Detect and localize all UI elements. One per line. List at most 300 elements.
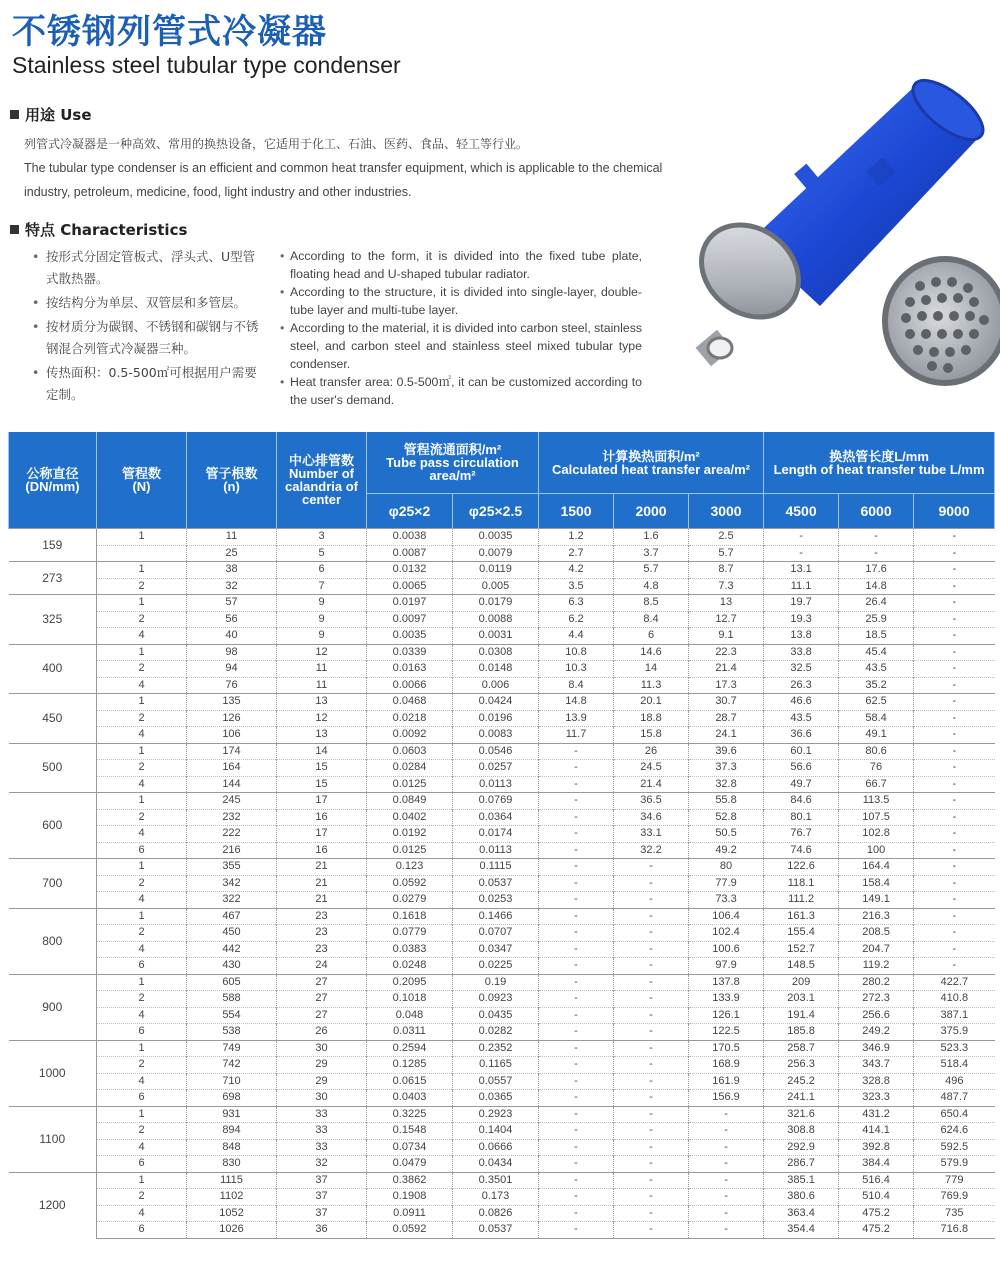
list-item: • According to the form, it is divided into the fixed tube plate, floating head and U-shaped tubular radiator. (280, 247, 642, 283)
table-cell: 17.6 (839, 562, 914, 579)
table-cell: - (539, 908, 614, 925)
table-cell: 21 (277, 859, 367, 876)
table-cell: 516.4 (839, 1172, 914, 1189)
header-n (97, 432, 187, 529)
table-cell: 80 (689, 859, 764, 876)
table-cell: - (914, 743, 995, 760)
table-cell: - (539, 1007, 614, 1024)
table-cell: 4 (97, 1139, 187, 1156)
table-cell: 0.0434 (453, 1156, 539, 1173)
table-cell: 0.0035 (453, 529, 539, 546)
table-cell: - (914, 562, 995, 579)
table-cell: 538 (187, 1024, 277, 1041)
table-cell: 5.7 (614, 562, 689, 579)
table-cell: 0.3862 (367, 1172, 453, 1189)
table-cell: 0.048 (367, 1007, 453, 1024)
table-row (9, 1057, 995, 1074)
table-cell: 148.5 (764, 958, 839, 975)
table-cell: 4 (97, 727, 187, 744)
table-row (9, 974, 995, 991)
table-cell: 39.6 (689, 743, 764, 760)
table-cell: 80.6 (839, 743, 914, 760)
table-row (9, 793, 995, 810)
table-cell: 5.7 (689, 545, 764, 562)
characteristics-heading (10, 219, 187, 240)
table-cell: 50.5 (689, 826, 764, 843)
dn-cell: 1100 (9, 1106, 97, 1172)
table-cell: - (539, 1156, 614, 1173)
table-cell: 0.0163 (367, 661, 453, 678)
table-row (9, 727, 995, 744)
table-cell: - (689, 1222, 764, 1239)
list-item: • 传热面积：0.5-500㎡可根据用户需要定制。 (28, 362, 266, 406)
header-tubes (187, 432, 277, 529)
table-cell: 848 (187, 1139, 277, 1156)
table-cell: 931 (187, 1106, 277, 1123)
table-cell: 149.1 (839, 892, 914, 909)
table-cell: 2 (97, 710, 187, 727)
header-dn (9, 432, 97, 529)
table-cell: 0.0734 (367, 1139, 453, 1156)
table-cell: 17 (277, 793, 367, 810)
table-cell: - (914, 661, 995, 678)
table-cell: 8.4 (539, 677, 614, 694)
list-item: • 按材质分为碳钢、不锈钢和碳钢与不锈钢混合列管式冷凝器三种。 (28, 316, 266, 360)
table-cell: 380.6 (764, 1189, 839, 1206)
table-cell: 52.8 (689, 809, 764, 826)
table-cell: 16 (277, 809, 367, 826)
table-row (9, 743, 995, 760)
table-cell: 716.8 (914, 1222, 995, 1239)
table-cell: 742 (187, 1057, 277, 1074)
table-cell: 137.8 (689, 974, 764, 991)
table-cell: 523.3 (914, 1040, 995, 1057)
table-cell: - (614, 974, 689, 991)
table-cell: 14 (614, 661, 689, 678)
table-cell: 73.3 (689, 892, 764, 909)
table-cell: 21 (277, 892, 367, 909)
table-cell: 29 (277, 1057, 367, 1074)
table-row (9, 941, 995, 958)
table-row (9, 1040, 995, 1057)
table-cell: - (614, 1172, 689, 1189)
table-cell: 272.3 (839, 991, 914, 1008)
table-cell: 510.4 (839, 1189, 914, 1206)
table-cell: 0.1548 (367, 1123, 453, 1140)
table-cell: 4 (97, 892, 187, 909)
table-cell: - (914, 892, 995, 909)
table-cell: 0.1404 (453, 1123, 539, 1140)
table-cell: 0.0192 (367, 826, 453, 843)
table-cell: 49.2 (689, 842, 764, 859)
table-cell: - (914, 595, 995, 612)
table-cell: 0.3501 (453, 1172, 539, 1189)
table-cell: - (539, 1106, 614, 1123)
table-cell: 0.0311 (367, 1024, 453, 1041)
table-cell: 102.8 (839, 826, 914, 843)
table-cell: - (914, 529, 995, 546)
table-cell: - (689, 1106, 764, 1123)
table-cell: 710 (187, 1073, 277, 1090)
subheader: φ25×2.5 (453, 494, 539, 529)
table-group (9, 974, 995, 1040)
table-cell: 2 (97, 991, 187, 1008)
table-cell: - (914, 776, 995, 793)
table-cell: 0.0603 (367, 743, 453, 760)
table-cell: - (914, 875, 995, 892)
table-cell: 0.0308 (453, 644, 539, 661)
square-bullet-icon (10, 225, 19, 234)
dn-cell: 273 (9, 562, 97, 595)
table-cell: 58.4 (839, 710, 914, 727)
table-cell: 0.1618 (367, 908, 453, 925)
table-cell: 40 (187, 628, 277, 645)
table-cell: 422.7 (914, 974, 995, 991)
table-cell: - (614, 1106, 689, 1123)
table-cell: 0.0125 (367, 776, 453, 793)
table-cell: 37 (277, 1172, 367, 1189)
table-cell: 76 (187, 677, 277, 694)
table-cell: 106 (187, 727, 277, 744)
table-row (9, 628, 995, 645)
table-cell: 17.3 (689, 677, 764, 694)
table-cell: 328.8 (839, 1073, 914, 1090)
table-cell: 749 (187, 1040, 277, 1057)
use-heading-label: 用途 Use (25, 106, 92, 124)
table-cell: 4 (97, 941, 187, 958)
table-cell: 6 (277, 562, 367, 579)
table-row (9, 1024, 995, 1041)
table-cell: 6 (97, 1024, 187, 1041)
table-cell: - (614, 1222, 689, 1239)
table-cell: 24.1 (689, 727, 764, 744)
table-cell: 133.9 (689, 991, 764, 1008)
table-cell: 122.6 (764, 859, 839, 876)
table-cell: 10.8 (539, 644, 614, 661)
table-cell: 56.6 (764, 760, 839, 777)
use-heading (10, 104, 92, 125)
table-row (9, 1090, 995, 1107)
table-row (9, 1106, 995, 1123)
table-cell: 25 (187, 545, 277, 562)
table-cell: 1052 (187, 1205, 277, 1222)
table-row (9, 1123, 995, 1140)
table-cell: 0.0279 (367, 892, 453, 909)
table-cell: 2 (97, 661, 187, 678)
table-cell: - (839, 545, 914, 562)
table-cell: - (614, 1156, 689, 1173)
table-cell: 232 (187, 809, 277, 826)
table-row (9, 529, 995, 546)
table-cell: 0.0225 (453, 958, 539, 975)
table-cell: 2 (97, 578, 187, 595)
table-cell: 32.8 (689, 776, 764, 793)
table-row (9, 892, 995, 909)
table-cell: 592.5 (914, 1139, 995, 1156)
table-cell: 292.9 (764, 1139, 839, 1156)
table-cell: 107.5 (839, 809, 914, 826)
table-cell: 1 (97, 1106, 187, 1123)
table-cell: 49.7 (764, 776, 839, 793)
table-cell: - (539, 1057, 614, 1074)
table-cell: - (539, 958, 614, 975)
table-cell: 7.3 (689, 578, 764, 595)
table-cell: - (539, 1024, 614, 1041)
table-cell: 156.9 (689, 1090, 764, 1107)
table-cell: 10.3 (539, 661, 614, 678)
table-cell: 7 (277, 578, 367, 595)
table-cell: 9.1 (689, 628, 764, 645)
table-cell: 4 (97, 677, 187, 694)
table-cell: 185.8 (764, 1024, 839, 1041)
table-cell: 3.7 (614, 545, 689, 562)
table-cell: 4 (97, 1073, 187, 1090)
table-cell: 624.6 (914, 1123, 995, 1140)
table-cell: 363.4 (764, 1205, 839, 1222)
table-cell: - (614, 892, 689, 909)
table-cell: 518.4 (914, 1057, 995, 1074)
table-cell: 15 (277, 760, 367, 777)
table-cell: - (689, 1123, 764, 1140)
table-cell: 60.1 (764, 743, 839, 760)
table-cell: 0.0031 (453, 628, 539, 645)
table-cell: 8.7 (689, 562, 764, 579)
table-cell: - (539, 1040, 614, 1057)
table-cell: - (539, 776, 614, 793)
table-cell: 45.4 (839, 644, 914, 661)
square-bullet-icon (10, 110, 19, 119)
dn-cell: 900 (9, 974, 97, 1040)
table-cell: - (689, 1189, 764, 1206)
header-heat-area (539, 432, 764, 494)
table-cell: 33 (277, 1106, 367, 1123)
table-cell: 34.6 (614, 809, 689, 826)
use-text-en: The tubular type condenser is an efficient and common heat transfer equipment, which is applicable to the chemical industry, petroleum, medicine, food, light industry and other industries. (24, 161, 663, 199)
table-cell: 0.0546 (453, 743, 539, 760)
table-cell: 0.0424 (453, 694, 539, 711)
table-cell: 80.1 (764, 809, 839, 826)
table-row (9, 1073, 995, 1090)
table-cell: 0.0769 (453, 793, 539, 810)
table-cell: 245 (187, 793, 277, 810)
table-cell: 77.9 (689, 875, 764, 892)
table-row (9, 875, 995, 892)
table-cell: 1 (97, 644, 187, 661)
table-cell: 33 (277, 1139, 367, 1156)
table-cell: - (914, 710, 995, 727)
table-cell: 3.5 (539, 578, 614, 595)
table-cell: 2 (97, 809, 187, 826)
table-cell: 43.5 (764, 710, 839, 727)
table-cell: 0.0911 (367, 1205, 453, 1222)
table-cell: 0.0339 (367, 644, 453, 661)
table-cell: 0.0383 (367, 941, 453, 958)
table-group (9, 1040, 995, 1106)
table-group (9, 644, 995, 694)
table-cell: 588 (187, 991, 277, 1008)
table-cell: 9 (277, 611, 367, 628)
table-cell: 286.7 (764, 1156, 839, 1173)
table-cell: 204.7 (839, 941, 914, 958)
table-cell: 385.1 (764, 1172, 839, 1189)
table-cell: - (914, 694, 995, 711)
spec-table (8, 432, 995, 1239)
table-cell: 21 (277, 875, 367, 892)
list-item: • Heat transfer area: 0.5-500㎡, it can be customized according to the user's demand. (280, 373, 642, 409)
table-row (9, 1189, 995, 1206)
table-cell: - (539, 1172, 614, 1189)
table-cell: 1 (97, 908, 187, 925)
table-cell: - (614, 1024, 689, 1041)
table-cell: 13.1 (764, 562, 839, 579)
table-cell: - (614, 859, 689, 876)
table-cell: 0.0615 (367, 1073, 453, 1090)
dn-cell: 325 (9, 595, 97, 645)
table-cell: 30 (277, 1090, 367, 1107)
table-cell: 203.1 (764, 991, 839, 1008)
table-cell: 6 (97, 958, 187, 975)
list-item: • According to the material, it is divided into carbon steel, stainless steel, and carbon steel and stainless steel mixed tubular type condenser. (280, 319, 642, 373)
table-cell: 0.005 (453, 578, 539, 595)
table-cell: 0.0097 (367, 611, 453, 628)
table-cell: 32 (187, 578, 277, 595)
table-cell: 4 (97, 826, 187, 843)
header-heat-area-label: 计算换热面积/m² Calculated heat transfer area/m² (552, 448, 751, 477)
table-cell: 0.173 (453, 1189, 539, 1206)
table-cell: 118.1 (764, 875, 839, 892)
table-cell: 32.2 (614, 842, 689, 859)
table-cell: - (614, 1205, 689, 1222)
table-cell: 144 (187, 776, 277, 793)
table-cell: 0.0779 (367, 925, 453, 942)
table-cell: 11 (277, 661, 367, 678)
table-cell: 9 (277, 595, 367, 612)
table-cell: 0.0113 (453, 842, 539, 859)
table-row (9, 776, 995, 793)
table-row (9, 644, 995, 661)
table-cell: 208.5 (839, 925, 914, 942)
table-cell: 11.3 (614, 677, 689, 694)
table-cell: 26.4 (839, 595, 914, 612)
table-cell: 36.5 (614, 793, 689, 810)
table-cell: - (614, 1007, 689, 1024)
table-cell: - (539, 809, 614, 826)
table-cell: 0.0557 (453, 1073, 539, 1090)
table-row (9, 859, 995, 876)
table-cell: 18.5 (839, 628, 914, 645)
table-cell: 6 (97, 1090, 187, 1107)
table-cell: - (539, 842, 614, 859)
table-cell: 3 (277, 529, 367, 546)
table-cell: 355 (187, 859, 277, 876)
table-cell: 1 (97, 1040, 187, 1057)
table-cell: 30 (277, 1040, 367, 1057)
characteristics-heading-label: 特点 Characteristics (25, 221, 188, 239)
table-row (9, 677, 995, 694)
table-cell: 23 (277, 908, 367, 925)
table-cell: 18.8 (614, 710, 689, 727)
table-cell: 430 (187, 958, 277, 975)
table-cell: - (539, 892, 614, 909)
table-cell: - (539, 1205, 614, 1222)
table-cell: 0.2594 (367, 1040, 453, 1057)
table-cell: 779 (914, 1172, 995, 1189)
dn-cell: 700 (9, 859, 97, 909)
table-cell: 57 (187, 595, 277, 612)
table-cell: 0.1285 (367, 1057, 453, 1074)
header-area-label: 管程流通面积/m² Tube pass circulation area/m² (386, 442, 519, 483)
table-group (9, 529, 995, 562)
table-cell: 9 (277, 628, 367, 645)
table-cell: - (614, 941, 689, 958)
table-cell: 1 (97, 562, 187, 579)
table-cell: - (914, 760, 995, 777)
table-cell: 94 (187, 661, 277, 678)
table-cell: 168.9 (689, 1057, 764, 1074)
table-cell: - (914, 859, 995, 876)
dn-cell: 500 (9, 743, 97, 793)
table-group (9, 1106, 995, 1172)
subheader: 9000 (914, 494, 995, 529)
table-cell: 12 (277, 644, 367, 661)
table-cell: 735 (914, 1205, 995, 1222)
table-cell: 11.1 (764, 578, 839, 595)
table-row (9, 809, 995, 826)
table-cell: 24.5 (614, 760, 689, 777)
subheader: 2000 (614, 494, 689, 529)
table-cell: 135 (187, 694, 277, 711)
dn-cell: 600 (9, 793, 97, 859)
table-cell: 164.4 (839, 859, 914, 876)
table-cell: 97.9 (689, 958, 764, 975)
table-cell: 32 (277, 1156, 367, 1173)
table-cell: 375.9 (914, 1024, 995, 1041)
table-cell: 55.8 (689, 793, 764, 810)
table-row (9, 925, 995, 942)
table-cell: - (614, 1057, 689, 1074)
table-cell: 258.7 (764, 1040, 839, 1057)
table-cell: 0.0284 (367, 760, 453, 777)
table-cell: 76 (839, 760, 914, 777)
table-cell: 0.0257 (453, 760, 539, 777)
subheader: 6000 (839, 494, 914, 529)
table-cell: 0.2095 (367, 974, 453, 991)
table-cell: 392.8 (839, 1139, 914, 1156)
table-cell: - (689, 1139, 764, 1156)
table-cell: 431.2 (839, 1106, 914, 1123)
table-cell: 27 (277, 974, 367, 991)
use-text-cn: 列管式冷凝器是一种高效、常用的换热设备，它适用于化工、石油、医药、食品、轻工等行业。 (24, 137, 529, 151)
table-cell: 0.123 (367, 859, 453, 876)
table-cell: 475.2 (839, 1222, 914, 1239)
table-cell: 0.0537 (453, 1222, 539, 1239)
table-cell: - (614, 1073, 689, 1090)
table-row (9, 1222, 995, 1239)
table-cell: 36.6 (764, 727, 839, 744)
condenser-illustration (680, 66, 1000, 396)
table-cell: 21.4 (614, 776, 689, 793)
table-cell: 29 (277, 1073, 367, 1090)
table-cell: - (539, 974, 614, 991)
table-cell: - (689, 1156, 764, 1173)
table-cell: 343.7 (839, 1057, 914, 1074)
table-cell: 0.0849 (367, 793, 453, 810)
table-cell: 49.1 (839, 727, 914, 744)
table-cell: 496 (914, 1073, 995, 1090)
table-cell: 0.0826 (453, 1205, 539, 1222)
table-cell: 17 (277, 826, 367, 843)
table-cell: 0.0282 (453, 1024, 539, 1041)
